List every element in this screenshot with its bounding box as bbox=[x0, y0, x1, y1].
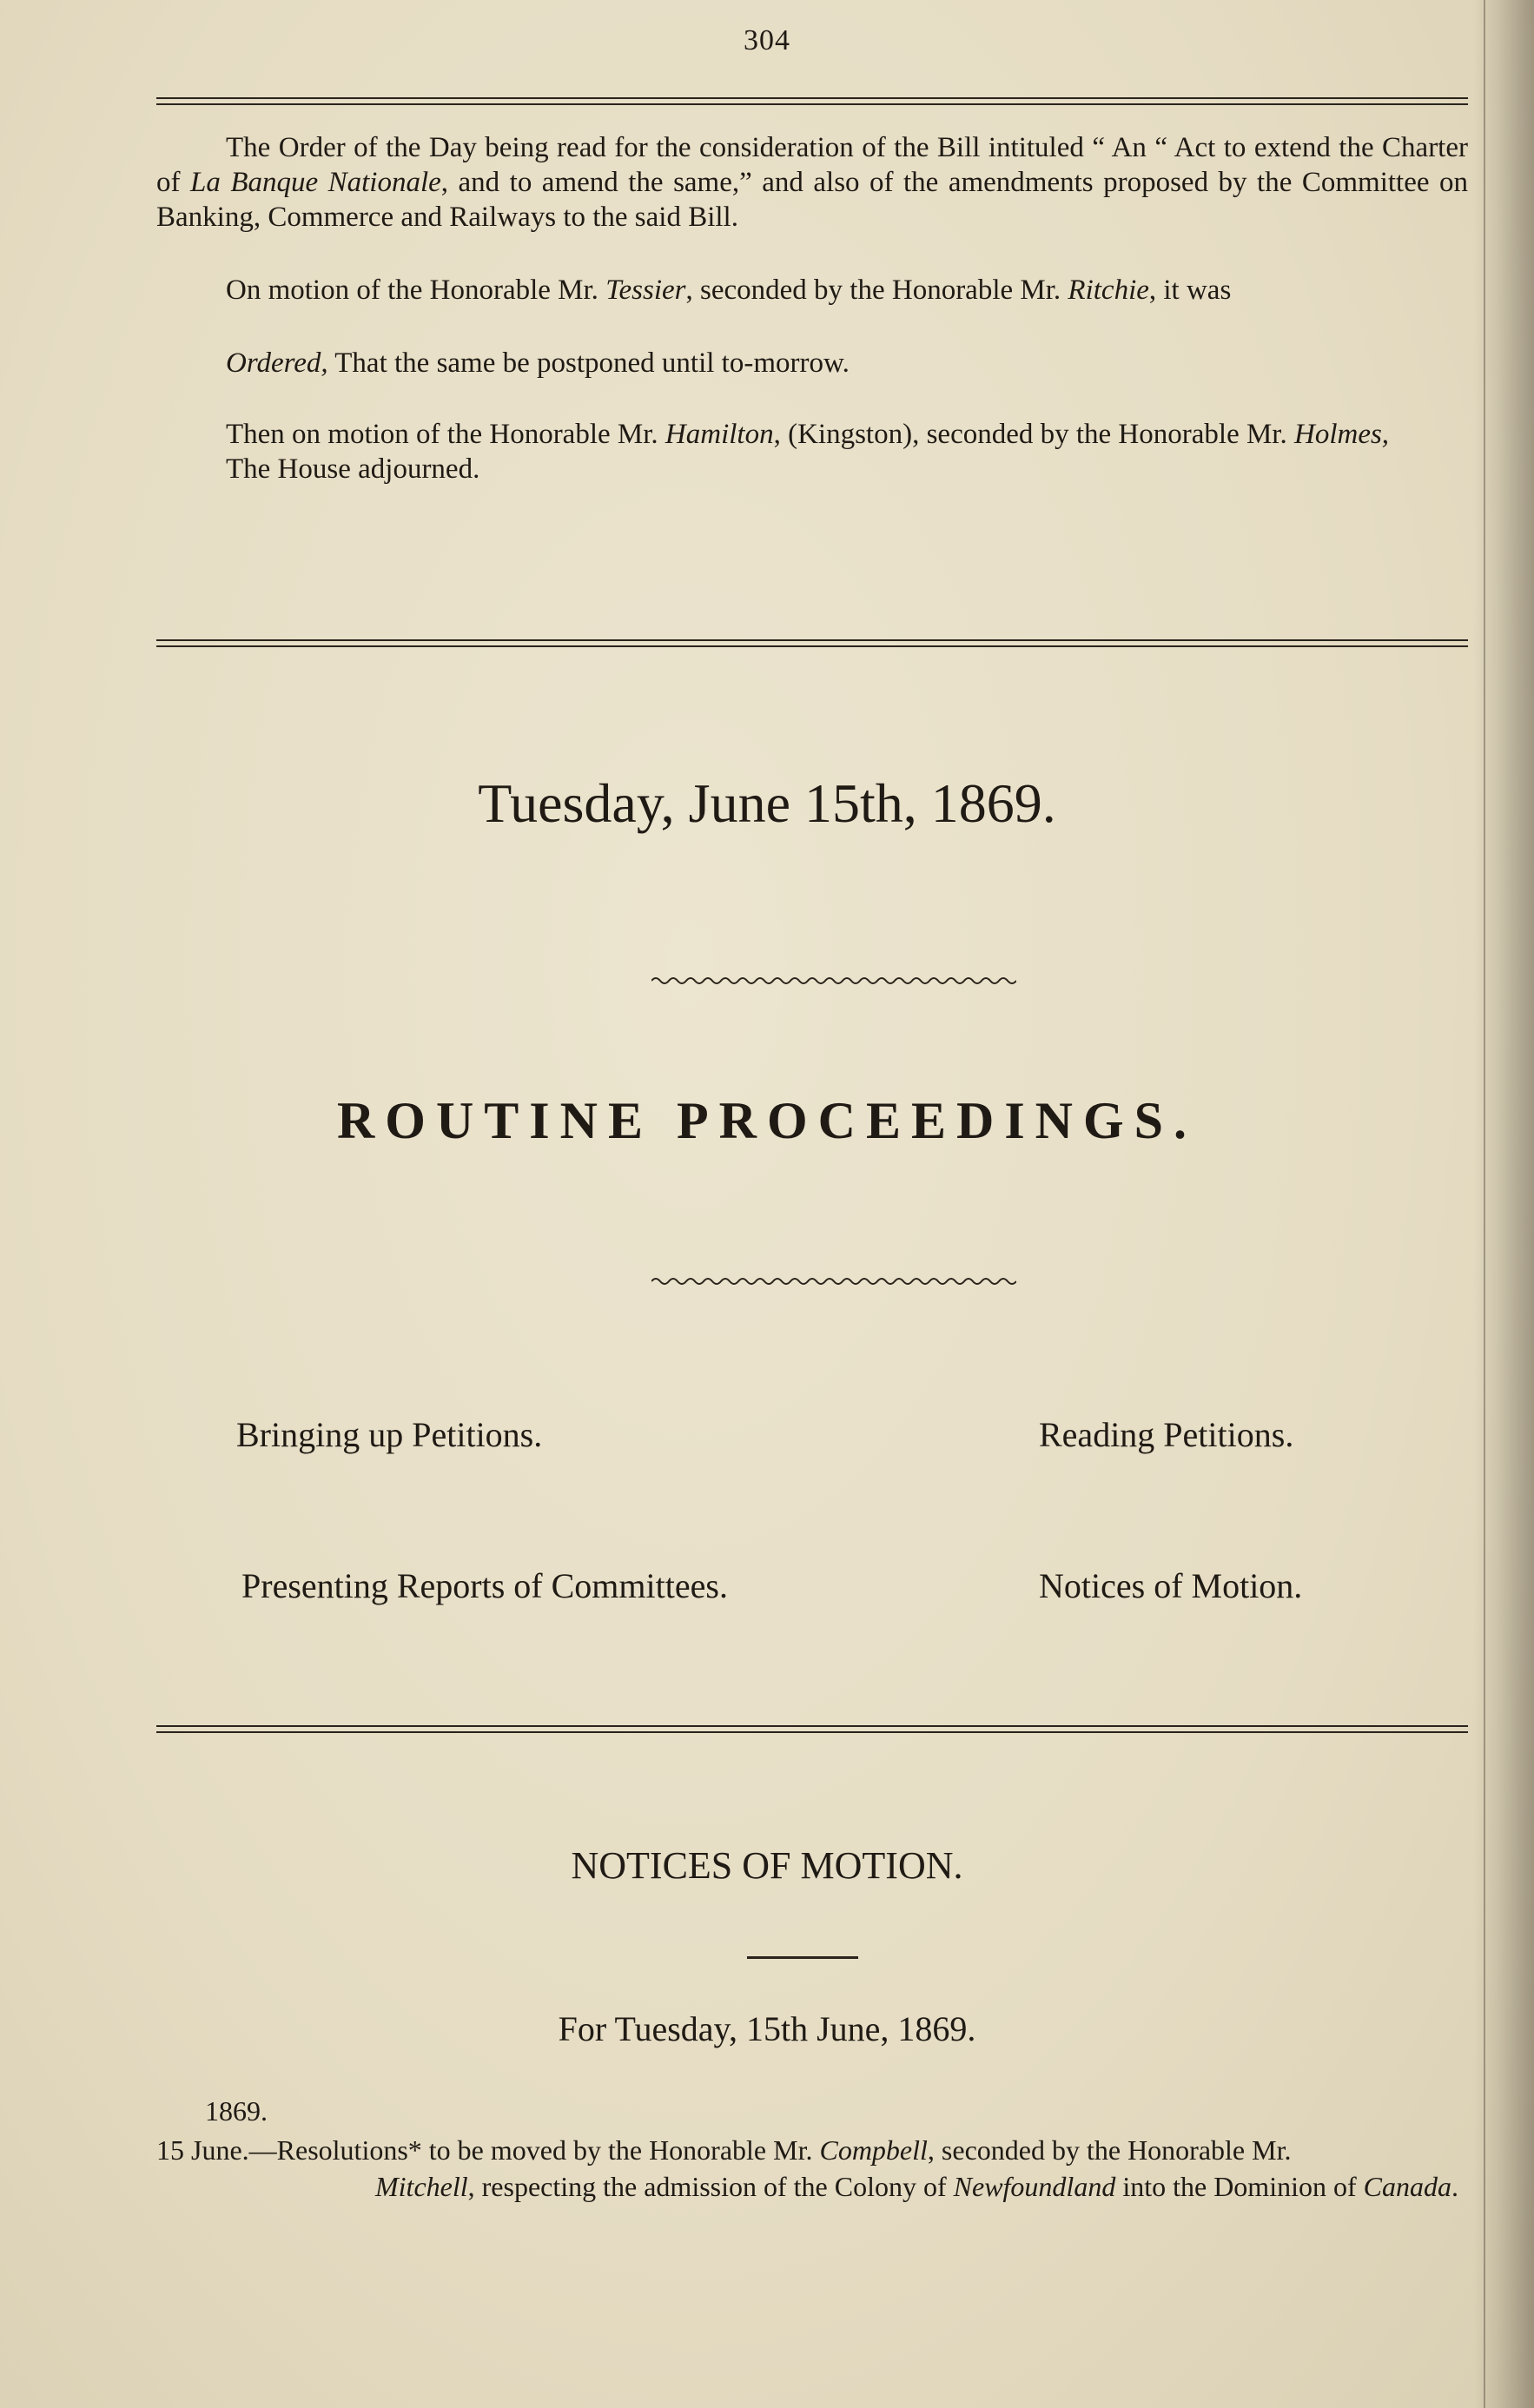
adjourn-seconder: Holmes, bbox=[1293, 419, 1390, 450]
wavy-divider-1 bbox=[651, 975, 1016, 987]
notice-date: 15 June. bbox=[156, 2134, 249, 2166]
routine-item-presenting-reports: Presenting Reports of Committees. bbox=[241, 1566, 728, 1605]
motion-paragraph bbox=[156, 273, 1468, 308]
section-double-rule-2 bbox=[156, 1725, 1468, 1733]
adjourn-mover: Hamilton bbox=[665, 419, 774, 450]
routine-item-notices-of-motion: Notices of Motion. bbox=[1039, 1566, 1303, 1605]
ordered-paragraph bbox=[156, 346, 1468, 380]
motion-text-part2: , seconded by the Honorable Mr. bbox=[685, 275, 1068, 306]
notice-text-3: , respecting the admission of the Colony of bbox=[467, 2171, 954, 2202]
order-text-part2: , and to amend the same,” and also of the amendments proposed by the Committee on Banking, Commerce and Railways to the said Bill. bbox=[156, 167, 1468, 233]
notice-mover: Compbell bbox=[819, 2134, 928, 2166]
notice-year: 1869. bbox=[205, 2095, 268, 2127]
motion-mover: Tessier bbox=[605, 275, 686, 306]
date-heading: Tuesday, June 15th, 1869. bbox=[478, 772, 1056, 834]
notice-entry bbox=[156, 2132, 1468, 2205]
notice-text-4: into the Dominion of bbox=[1115, 2171, 1364, 2202]
motion-seconder: Ritchie bbox=[1068, 275, 1149, 306]
routine-item-bringing-up-petitions: Bringing up Petitions. bbox=[236, 1415, 543, 1454]
section-double-rule-1 bbox=[156, 639, 1468, 647]
notice-text-5: . bbox=[1451, 2171, 1458, 2202]
routine-proceedings-heading: ROUTINE PROCEEDINGS. bbox=[336, 1092, 1198, 1149]
notice-colony: Newfoundland bbox=[953, 2171, 1116, 2202]
notice-dominion: Canada bbox=[1363, 2171, 1451, 2202]
notice-text-2: , seconded by the Honorable Mr. bbox=[927, 2134, 1292, 2166]
ordered-label: Ordered, bbox=[226, 347, 328, 379]
motion-text-part1: On motion of the Honorable Mr. bbox=[226, 275, 606, 306]
house-adjourned: The House adjourned. bbox=[226, 453, 480, 485]
bill-name: La Banque Nationale bbox=[189, 167, 441, 198]
ordered-text: That the same be postponed until to-morrow. bbox=[327, 347, 850, 379]
notice-text-1: —Resolutions* to be moved by the Honorable Mr. bbox=[248, 2134, 820, 2166]
top-double-rule bbox=[156, 97, 1468, 105]
motion-text-part3: , it was bbox=[1148, 275, 1232, 306]
adjourn-text-part2: , (Kingston), seconded by the Honorable Mr. bbox=[773, 419, 1294, 450]
notices-of-motion-heading: NOTICES OF MOTION. bbox=[571, 1844, 963, 1887]
for-date-heading: For Tuesday, 15th June, 1869. bbox=[558, 2009, 976, 2048]
adjourn-paragraph bbox=[156, 417, 1468, 486]
order-text-part1: The Order of the Day being read for the consideration of the Bill intituled “ An “ Act to extend the Charter of bbox=[156, 132, 1468, 198]
notice-seconder: Mitchell bbox=[375, 2171, 468, 2202]
order-of-day-paragraph bbox=[156, 130, 1468, 235]
wavy-divider-2 bbox=[651, 1275, 1016, 1287]
adjourn-text-part1: Then on motion of the Honorable Mr. bbox=[226, 419, 665, 450]
short-divider bbox=[747, 1956, 858, 1959]
routine-item-reading-petitions: Reading Petitions. bbox=[1039, 1415, 1294, 1454]
page-number: 304 bbox=[744, 24, 790, 56]
